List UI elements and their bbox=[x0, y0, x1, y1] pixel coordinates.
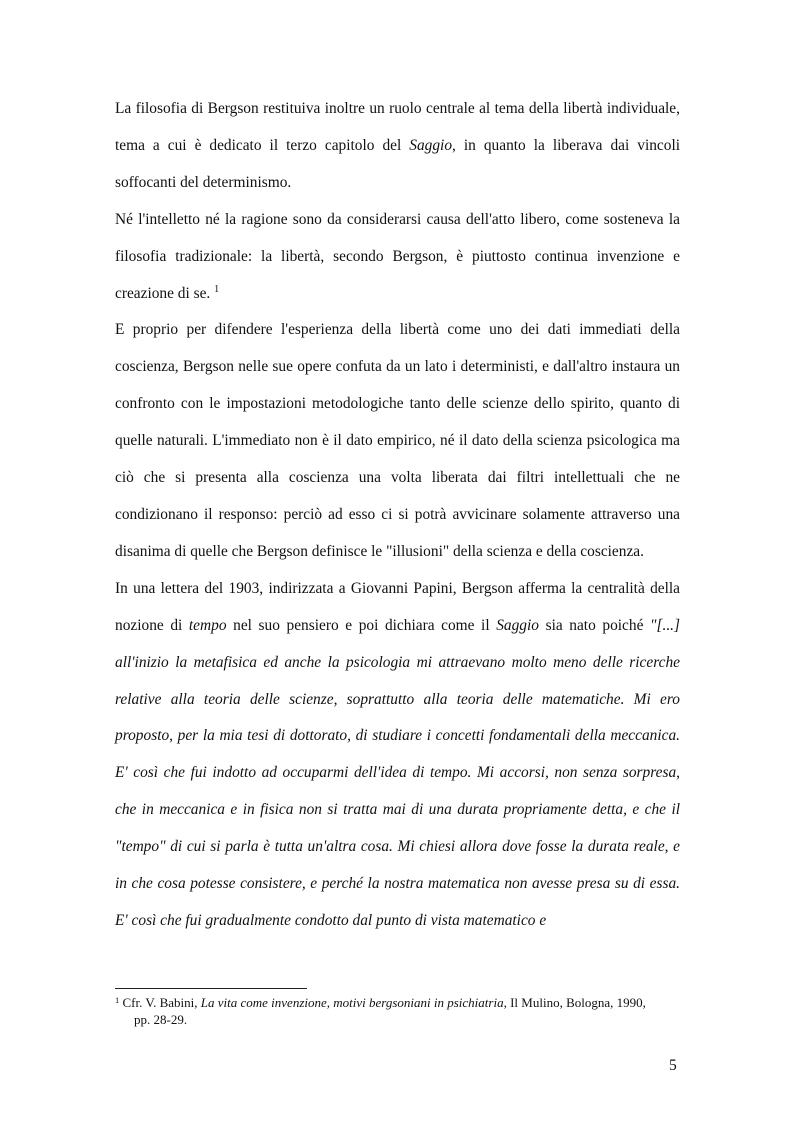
paragraph-3: E proprio per difendere l'esperienza della libertà come uno dei dati immediati della coscienza, Bergson nelle sue opere confuta da un lato i deterministi, e dall'altro instaura un confronto con le impostazioni metodologiche tanto delle scienze dello spirito, quanto di quelle naturali. L'immediato non è il dato empirico, né il dato della scienza psicologica ma ciò che si presenta alla coscienza una volta liberata dai filtri intellettuali che ne condizionano il responso: perciò ad esso ci si potrà avvicinare solamente attraverso una disanima di quelle che Bergson definisce le "illusioni" della scienza e della coscienza. bbox=[115, 321, 680, 560]
paragraph-1: La filosofia di Bergson restituiva inoltre un ruolo centrale al tema della libertà individuale, tema a cui è dedicato il terzo capitolo del Saggio, in quanto la liberava dai vincoli soffocanti del determinismo. bbox=[115, 100, 680, 191]
footnote-line-1: $^1$ Cfr. V. Babini, La vita come invenzione, motivi bergsoniani in psichiatria, Il Mulino, Bologna, 1990, bbox=[115, 995, 646, 1010]
main-text bbox=[115, 91, 680, 940]
footnote-separator bbox=[115, 988, 307, 989]
footnote-line-2: pp. 28-29. bbox=[134, 1012, 188, 1027]
footnote-number: 1 bbox=[115, 995, 120, 1005]
italic-title: Saggio bbox=[409, 136, 453, 154]
footnote-book-title: La vita come invenzione, motivi bergsoniani in psichiatria bbox=[200, 995, 504, 1010]
italic-term: tempo bbox=[188, 616, 227, 634]
italic-title: Saggio bbox=[496, 616, 539, 634]
page-number: 5 bbox=[669, 1057, 677, 1074]
paragraph-2: Né l'intelletto né la ragione sono da considerarsi causa dell'atto libero, come sosteneva la filosofia tradizionale: la libertà, secondo Bergson, è piuttosto continua invenzione e creazione di se. $^1$ bbox=[115, 210, 680, 302]
footnote-reference[interactable]: 1 bbox=[214, 283, 220, 295]
paragraph-4: In una lettera del 1903, indirizzata a Giovanni Papini, Bergson afferma la centralità della nozione di tempo nel suo pensiero e poi dichiara come il Saggio sia nato poiché "[...] all'inizio la metafisica ed anche la psicologia mi attraevano molto meno delle ricerche relative alla teoria delle scienze, soprattutto alla teoria delle matematiche. Mi ero proposto, per la mia tesi di dottorato, di studiare i concetti fondamentali della meccanica. E' così che fui indotto ad occuparmi dell'idea di tempo. Mi accorsi, non senza sorpresa, che in meccanica e in fisica non si tratta mai di una durata propriamente detta, e che il "tempo" di cui si parla è tutta un'altra cosa. Mi chiesi allora dove fosse la durata reale, e in che cosa potesse consistere, e perché la nostra matematica non avesse presa su di essa. E' così che fui gradualmente condotto dal punto di vista matematico e bbox=[115, 579, 681, 929]
quotation: "[...] all'inizio la metafisica ed anche la psicologia mi attraevano molto meno delle ricerche relative alla teoria delle scienze, soprattutto alla teoria delle matematiche. Mi ero proposto, per la mia tesi di dottorato, di studiare i concetti fondamentali della meccanica. E' così che fui indotto ad occuparmi dell'idea di tempo. Mi accorsi, non senza sorpresa, che in meccanica e in fisica non si tratta mai di una durata propriamente detta, e che il "tempo" di cui si parla è tutta un'altra cosa. Mi chiesi allora dove fosse la durata reale, e in che cosa potesse consistere, e perché la nostra matematica non avesse presa su di essa. E' così che fui gradualmente condotto dal punto di vista matematico e bbox=[115, 616, 681, 929]
footnote bbox=[115, 994, 670, 1028]
